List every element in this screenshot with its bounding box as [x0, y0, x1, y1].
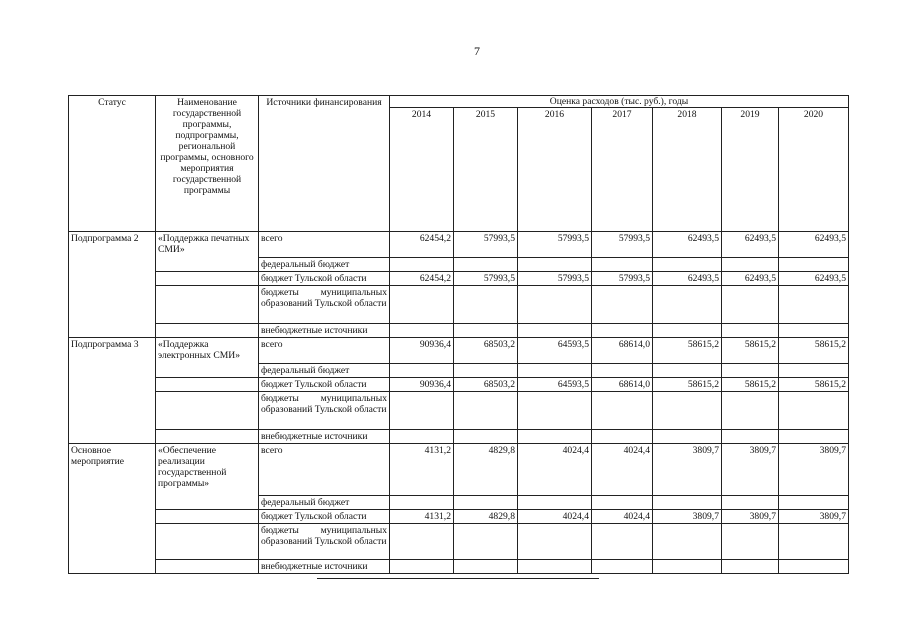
row-value	[779, 286, 849, 324]
row-program-name-empty	[156, 510, 259, 524]
footer-rule	[317, 578, 599, 579]
table-row	[69, 392, 849, 430]
row-value	[779, 560, 849, 574]
table-row	[69, 272, 849, 286]
row-program-name-empty	[156, 286, 259, 324]
row-value	[779, 496, 849, 510]
row-value	[518, 524, 592, 560]
row-value	[592, 496, 653, 510]
row-value	[722, 560, 779, 574]
row-value: 57993,5	[518, 272, 592, 286]
row-value: 57993,5	[454, 272, 518, 286]
row-value: 62454,2	[390, 232, 454, 258]
row-value: 68503,2	[454, 378, 518, 392]
table-row	[69, 524, 849, 560]
row-source: бюджет Тульской области	[259, 378, 390, 392]
row-value: 62493,5	[779, 232, 849, 258]
row-value	[722, 524, 779, 560]
row-source: всего	[259, 444, 390, 496]
row-value	[653, 430, 722, 444]
row-source: бюджеты муниципальных образований Тульской области	[259, 286, 390, 324]
row-value: 58615,2	[779, 378, 849, 392]
row-value: 4024,4	[518, 444, 592, 496]
row-value	[454, 258, 518, 272]
row-status: Основное мероприятие	[69, 444, 156, 574]
row-program-name-empty	[156, 560, 259, 574]
row-value	[653, 496, 722, 510]
row-value	[779, 430, 849, 444]
row-program-name: «Поддержка электронных СМИ»	[156, 338, 259, 378]
row-value	[454, 392, 518, 430]
row-value: 90936,4	[390, 378, 454, 392]
row-program-name-empty	[156, 392, 259, 430]
row-value	[592, 392, 653, 430]
row-value	[454, 496, 518, 510]
row-program-name-empty	[156, 524, 259, 560]
row-value: 57993,5	[592, 272, 653, 286]
row-value: 4829,8	[454, 444, 518, 496]
row-source: всего	[259, 232, 390, 258]
row-value: 3809,7	[779, 510, 849, 524]
row-value	[390, 524, 454, 560]
header-estimate: Оценка расходов (тыс. руб.), годы	[390, 96, 849, 108]
row-value	[592, 258, 653, 272]
row-value	[779, 324, 849, 338]
row-value	[454, 286, 518, 324]
page-number: 7	[474, 44, 480, 58]
row-value	[518, 286, 592, 324]
header-year: 2020	[779, 108, 849, 232]
row-value	[454, 430, 518, 444]
row-value	[653, 364, 722, 378]
row-value: 57993,5	[518, 232, 592, 258]
row-value: 4131,2	[390, 444, 454, 496]
row-value: 68503,2	[454, 338, 518, 364]
table-row	[69, 430, 849, 444]
row-value	[390, 286, 454, 324]
row-value: 4829,8	[454, 510, 518, 524]
row-source: внебюджетные источники	[259, 560, 390, 574]
row-value	[592, 430, 653, 444]
row-value: 4024,4	[518, 510, 592, 524]
row-value: 4024,4	[592, 510, 653, 524]
header-name: Наименование государственной программы, подпрограммы, региональной программы, основного мероприятия государственной программы	[156, 96, 259, 232]
row-value	[454, 364, 518, 378]
row-value	[518, 496, 592, 510]
row-value	[653, 286, 722, 324]
row-program-name-empty	[156, 430, 259, 444]
row-value: 64593,5	[518, 378, 592, 392]
row-value	[779, 524, 849, 560]
header-sources: Источники финансирования	[259, 96, 390, 232]
table-row	[69, 324, 849, 338]
header-year: 2018	[653, 108, 722, 232]
row-source: бюджеты муниципальных образований Тульской области	[259, 524, 390, 560]
row-value	[592, 364, 653, 378]
header-year: 2015	[454, 108, 518, 232]
row-value	[779, 364, 849, 378]
table-row	[69, 286, 849, 324]
row-value: 68614,0	[592, 338, 653, 364]
row-program-name-empty	[156, 272, 259, 286]
table-row	[69, 232, 849, 258]
row-value: 64593,5	[518, 338, 592, 364]
row-value	[518, 364, 592, 378]
row-program-name: «Поддержка печатных СМИ»	[156, 232, 259, 272]
row-value: 62454,2	[390, 272, 454, 286]
row-value: 3809,7	[653, 510, 722, 524]
row-value: 58615,2	[653, 338, 722, 364]
row-value: 57993,5	[592, 232, 653, 258]
table-row	[69, 338, 849, 364]
row-value: 58615,2	[653, 378, 722, 392]
row-value	[653, 324, 722, 338]
row-value	[390, 258, 454, 272]
row-value	[653, 524, 722, 560]
row-source: бюджеты муниципальных образований Тульской области	[259, 392, 390, 430]
row-value	[722, 430, 779, 444]
row-value	[592, 524, 653, 560]
row-value: 68614,0	[592, 378, 653, 392]
row-value	[722, 496, 779, 510]
row-value	[592, 286, 653, 324]
row-value	[779, 258, 849, 272]
table-row	[69, 378, 849, 392]
row-value	[653, 560, 722, 574]
row-value: 4024,4	[592, 444, 653, 496]
row-value	[722, 364, 779, 378]
row-source: бюджет Тульской области	[259, 272, 390, 286]
row-source: внебюджетные источники	[259, 430, 390, 444]
row-value	[390, 560, 454, 574]
row-value	[722, 286, 779, 324]
row-source: внебюджетные источники	[259, 324, 390, 338]
row-source: федеральный бюджет	[259, 364, 390, 378]
row-value: 4131,2	[390, 510, 454, 524]
row-value: 58615,2	[779, 338, 849, 364]
row-value	[390, 364, 454, 378]
row-value	[454, 560, 518, 574]
header-status: Статус	[69, 96, 156, 232]
row-value	[518, 392, 592, 430]
row-program-name-empty	[156, 324, 259, 338]
row-value	[592, 324, 653, 338]
row-value	[454, 524, 518, 560]
table-row	[69, 444, 849, 496]
header-year: 2017	[592, 108, 653, 232]
row-source: федеральный бюджет	[259, 258, 390, 272]
row-value	[390, 430, 454, 444]
row-value: 62493,5	[653, 272, 722, 286]
row-value	[653, 392, 722, 430]
row-value: 3809,7	[779, 444, 849, 496]
row-status: Подпрограмма 2	[69, 232, 156, 338]
row-value: 62493,5	[722, 272, 779, 286]
row-value: 62493,5	[779, 272, 849, 286]
row-value	[518, 324, 592, 338]
row-value	[390, 496, 454, 510]
row-value: 3809,7	[722, 510, 779, 524]
row-value: 58615,2	[722, 338, 779, 364]
row-source: всего	[259, 338, 390, 364]
row-program-name-empty	[156, 378, 259, 392]
row-value	[653, 258, 722, 272]
row-value: 62493,5	[653, 232, 722, 258]
row-value	[722, 392, 779, 430]
row-value	[518, 258, 592, 272]
row-value: 3809,7	[722, 444, 779, 496]
table-row	[69, 510, 849, 524]
row-value: 58615,2	[722, 378, 779, 392]
header-year: 2016	[518, 108, 592, 232]
header-year: 2019	[722, 108, 779, 232]
row-value	[779, 392, 849, 430]
table-row	[69, 560, 849, 574]
row-status: Подпрограмма 3	[69, 338, 156, 444]
row-value	[390, 392, 454, 430]
row-source: бюджет Тульской области	[259, 510, 390, 524]
row-value	[518, 560, 592, 574]
header-year: 2014	[390, 108, 454, 232]
table-header	[69, 96, 849, 232]
row-value	[390, 324, 454, 338]
row-source: федеральный бюджет	[259, 496, 390, 510]
row-value: 3809,7	[653, 444, 722, 496]
row-value	[722, 258, 779, 272]
row-program-name: «Обеспечение реализации государственной программы»	[156, 444, 259, 510]
row-value	[518, 430, 592, 444]
table-body	[69, 232, 849, 574]
budget-table	[68, 95, 849, 574]
row-value: 57993,5	[454, 232, 518, 258]
row-value	[454, 324, 518, 338]
row-value: 90936,4	[390, 338, 454, 364]
row-value: 62493,5	[722, 232, 779, 258]
row-value	[722, 324, 779, 338]
row-value	[592, 560, 653, 574]
